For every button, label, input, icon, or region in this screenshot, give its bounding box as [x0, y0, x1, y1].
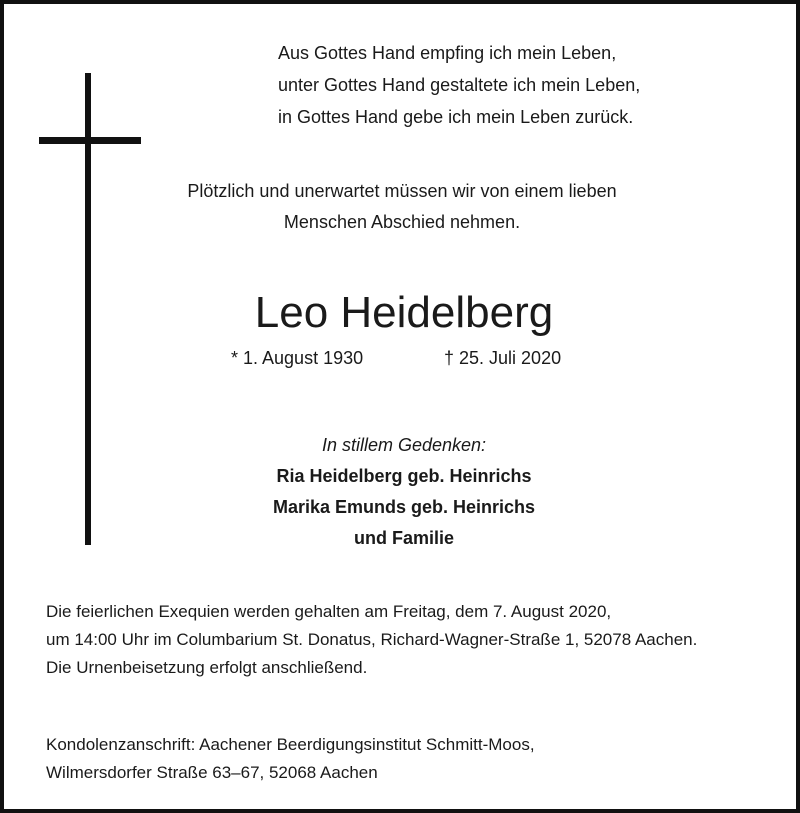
- death-date: † 25. Juli 2020: [444, 348, 562, 368]
- service-line: um 14:00 Uhr im Columbarium St. Donatus, Richard-Wagner-Straße 1, 52078 Aachen.: [46, 630, 698, 649]
- mourner-name: Ria Heidelberg geb. Heinrichs: [276, 466, 532, 486]
- birth-date: * 1. August 1930: [231, 348, 364, 368]
- mourners-heading: In stillem Gedenken:: [321, 435, 487, 455]
- intro-line: Plötzlich und unerwartet müssen wir von einem lieben: [187, 181, 617, 201]
- verse-line: Aus Gottes Hand empfing ich mein Leben,: [278, 43, 617, 63]
- intro-line: Menschen Abschied nehmen.: [283, 212, 521, 232]
- mourner-name: Marika Emunds geb. Heinrichs: [272, 497, 536, 517]
- service-line: Die Urnenbeisetzung erfolgt anschließend.: [46, 658, 368, 677]
- verse-line: in Gottes Hand gebe ich mein Leben zurück.: [278, 107, 634, 127]
- condolence-line: Wilmersdorfer Straße 63–67, 52068 Aachen: [46, 763, 378, 782]
- condolence-line: Kondolenzanschrift: Aachener Beerdigungsinstitut Schmitt-Moos,: [46, 735, 535, 754]
- deceased-name: Leo Heidelberg: [254, 288, 554, 337]
- cross-horizontal-bar: [39, 137, 141, 144]
- mourner-name: und Familie: [353, 528, 454, 548]
- service-line: Die feierlichen Exequien werden gehalten am Freitag, dem 7. August 2020,: [46, 602, 612, 621]
- verse-line: unter Gottes Hand gestaltete ich mein Leben,: [278, 75, 641, 95]
